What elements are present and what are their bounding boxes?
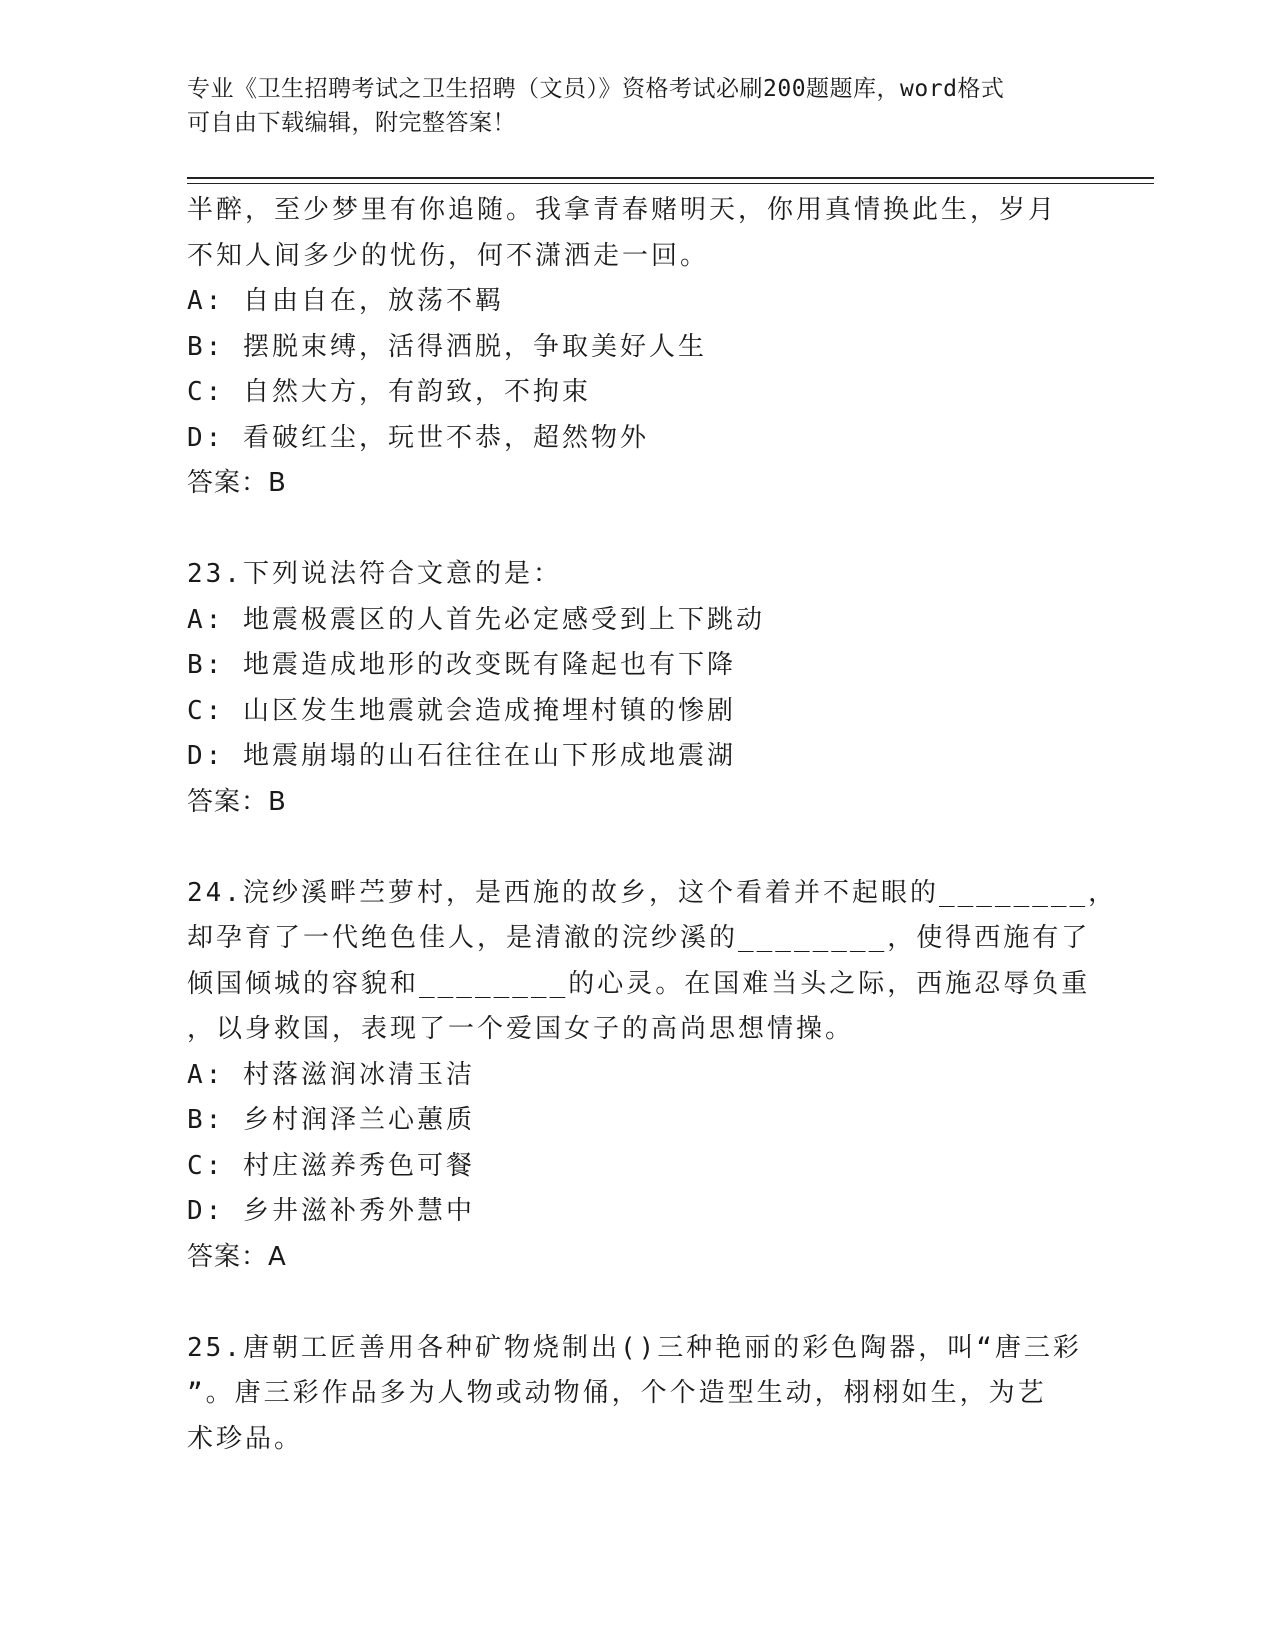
option-b: B: 地震造成地形的改变既有隆起也有下降 [187, 650, 736, 680]
answer-line: 答案：B [187, 786, 287, 817]
header-line-2: 可自由下载编辑，附完整答案！ [187, 110, 516, 136]
question-stem-line: 术珍品。 [187, 1423, 304, 1454]
question-stem-line: 不知人间多少的忧伤，何不潇洒走一回。 [187, 240, 710, 271]
document-header [187, 72, 1087, 140]
option-a: A: 自由自在，放荡不羁 [187, 286, 504, 316]
question-stem-line: 24.浣纱溪畔苎萝村，是西施的故乡，这个看着并不起眼的________， [187, 877, 1118, 908]
spacer [187, 1280, 1087, 1326]
option-b: B: 乡村润泽兰心蕙质 [187, 1105, 475, 1135]
option-a: A: 地震极震区的人首先必定感受到上下跳动 [187, 604, 765, 635]
answer-line: 答案：A [187, 1241, 287, 1272]
question-stem-line: 25.唐朝工匠善用各种矿物烧制出()三种艳丽的彩色陶器，叫“唐三彩 [187, 1332, 1082, 1363]
question-23 [187, 552, 1087, 825]
question-stem-line: 却孕育了一代绝色佳人，是清澈的浣纱溪的________，使得西施有了 [187, 923, 1091, 953]
question-22 [187, 188, 1087, 507]
question-stem-line: 倾国倾城的容貌和________的心灵。在国难当头之际，西施忍辱负重 [187, 968, 1091, 999]
option-a: A: 村落滋润冰清玉洁 [187, 1059, 475, 1090]
option-d: D: 乡井滋补秀外慧中 [187, 1196, 475, 1226]
option-c: C: 村庄滋养秀色可餐 [187, 1150, 475, 1181]
option-d: D: 地震崩塌的山石往往在山下形成地震湖 [187, 741, 736, 771]
header-rule-thick [187, 177, 1154, 179]
document-body [187, 188, 1118, 1462]
question-24 [187, 871, 1118, 1281]
spacer [187, 825, 1087, 871]
question-stem-line: ，以身救国，表现了一个爱国女子的高尚思想情操。 [187, 1014, 855, 1044]
option-b: B: 摆脱束缚，活得洒脱，争取美好人生 [187, 331, 707, 362]
spacer [187, 507, 1087, 553]
option-c: C: 自然大方，有韵致，不拘束 [187, 377, 591, 407]
option-d: D: 看破红尘，玩世不恭，超然物外 [187, 422, 649, 453]
answer-line: 答案：B [187, 468, 287, 498]
question-stem-line: 半醉，至少梦里有你追随。我拿青春赌明天，你用真情换此生，岁月 [187, 195, 1058, 225]
option-c: C: 山区发生地震就会造成掩埋村镇的惨剧 [187, 695, 736, 726]
question-stem-line: 23.下列说法符合文意的是： [187, 559, 562, 589]
header-line-1: 专业《卫生招聘考试之卫生招聘（文员）》资格考试必刷200题题库，word格式 [187, 76, 1005, 102]
question-25 [187, 1326, 1087, 1463]
header-rule-thin [187, 183, 1154, 184]
question-stem-line: ”。唐三彩作品多为人物或动物俑，个个造型生动，栩栩如生，为艺 [187, 1378, 1047, 1408]
